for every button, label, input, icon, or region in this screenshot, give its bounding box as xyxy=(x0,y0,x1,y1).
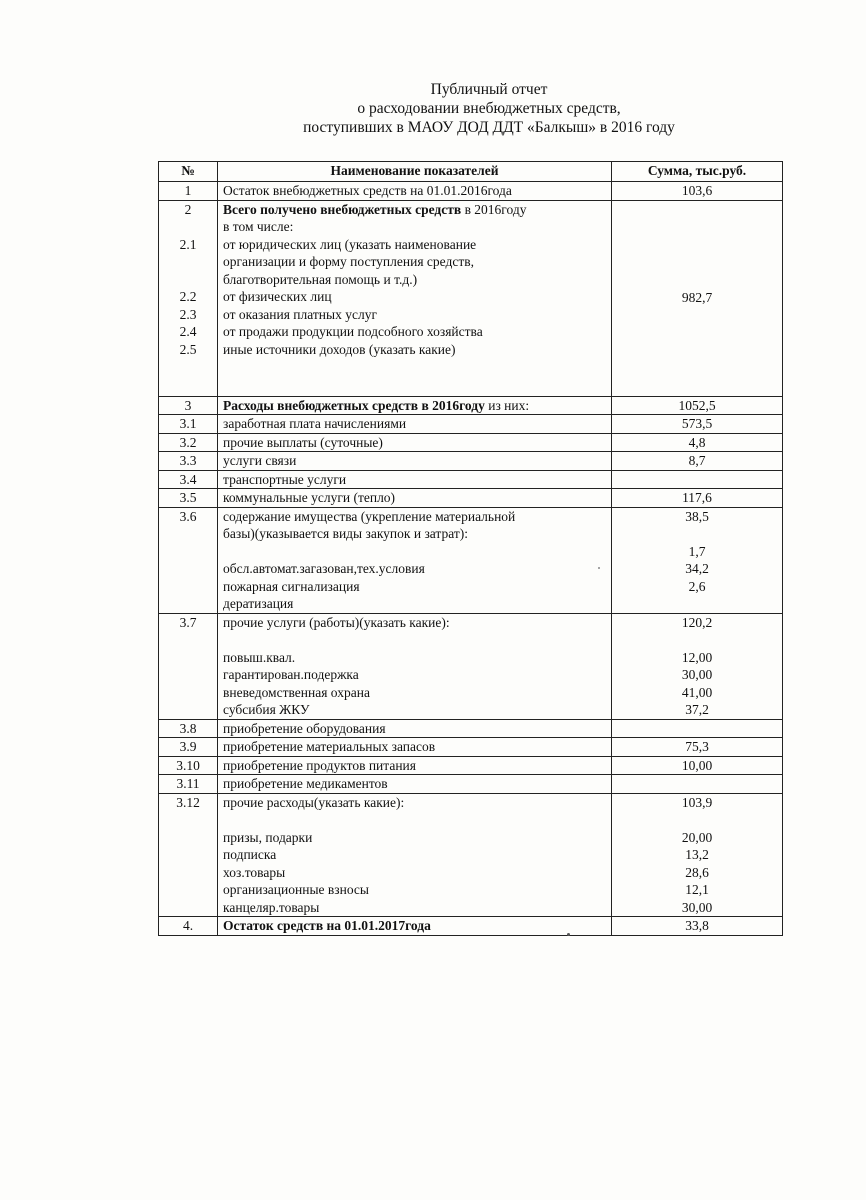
report-subtitle-line2: поступивших в МАОУ ДОД ДДТ «Балкыш» в 2016 году xyxy=(303,119,675,136)
including-label: в том числе: xyxy=(223,219,294,234)
table-row-services xyxy=(159,613,783,719)
row-subitem: канцеляр.товары xyxy=(223,899,320,915)
table-row-income xyxy=(159,200,783,396)
row-subsum: 30,00 xyxy=(681,667,713,682)
report-table xyxy=(158,161,783,936)
row-number: 2.1 xyxy=(179,236,197,252)
row-name: прочие расходы(указать какие): xyxy=(223,794,405,810)
row-sum: 573,5 xyxy=(612,415,783,434)
row-number: 4. xyxy=(159,917,218,936)
row-name: прочие услуги (работы)(указать какие): xyxy=(223,614,450,630)
row-sum: 103,6 xyxy=(612,182,783,201)
table-row xyxy=(159,719,783,738)
row-subsum: 12,00 xyxy=(681,649,713,665)
row-name: от продажи продукции подсобного хозяйства xyxy=(223,324,483,339)
row-name: содержание имущества (укрепление материальной xyxy=(223,508,516,524)
row-number: 3.5 xyxy=(159,489,218,508)
row-name: заработная плата начислениями xyxy=(218,415,612,434)
row-name xyxy=(218,917,612,936)
row-number: 2 xyxy=(184,201,192,217)
row-sum: 38,5 xyxy=(685,508,709,524)
row-subitem: субсибия ЖКУ xyxy=(223,702,310,717)
income-total-bold: Всего получено внебюджетных средств xyxy=(223,201,462,217)
row-sum: 4,8 xyxy=(612,433,783,452)
row-name: приобретение материальных запасов xyxy=(218,738,612,757)
row-name: транспортные услуги xyxy=(218,470,612,489)
row-name: от юридических лиц (указать наименование xyxy=(223,236,477,252)
row-subitem: хоз.товары xyxy=(223,864,286,880)
row-subsum: 37,2 xyxy=(685,702,709,717)
row-subsum: 12,1 xyxy=(685,882,709,897)
row-number: 1 xyxy=(159,182,218,201)
col-header-name: Наименование показателей xyxy=(218,162,612,182)
row-sum: 75,3 xyxy=(612,738,783,757)
row-subsum: 30,00 xyxy=(681,899,713,915)
row-subitem: дератизация xyxy=(223,596,294,611)
report-title: Публичный отчет xyxy=(430,81,548,98)
row-name xyxy=(218,396,612,415)
row-number: 3 xyxy=(159,396,218,415)
report-header xyxy=(0,80,866,137)
row-name: иные источники доходов (указать какие) xyxy=(223,341,456,357)
table-row-closing-balance xyxy=(159,917,783,936)
row-subitem: организационные взносы xyxy=(223,882,369,897)
row-subsum: 41,00 xyxy=(681,684,713,700)
row-number: 3.4 xyxy=(159,470,218,489)
col-header-number: № xyxy=(159,162,218,182)
row-number: 3.7 xyxy=(159,613,218,719)
scan-speck xyxy=(598,567,600,569)
row-name: приобретение продуктов питания xyxy=(218,756,612,775)
row-name-group xyxy=(218,613,612,719)
row-name: приобретение оборудования xyxy=(218,719,612,738)
row-subsum: 1,7 xyxy=(688,543,706,559)
row-name: услуги связи xyxy=(218,452,612,471)
row-name: прочие выплаты (суточные) xyxy=(218,433,612,452)
row-sum: 117,6 xyxy=(612,489,783,508)
row-sum: 10,00 xyxy=(612,756,783,775)
row-sum-group xyxy=(612,613,783,719)
col-header-sum: Сумма, тыс.руб. xyxy=(612,162,783,182)
row-subitem: гарантирован.подержка xyxy=(223,667,359,682)
table-row xyxy=(159,470,783,489)
row-name: от физических лиц xyxy=(223,289,332,304)
table-header-row xyxy=(159,162,783,182)
row-sum-group xyxy=(612,507,783,613)
row-sum: 103,9 xyxy=(681,794,713,810)
row-number: 2.4 xyxy=(179,324,197,339)
row-number: 3.8 xyxy=(159,719,218,738)
table-row-expenses xyxy=(159,396,783,415)
row-subitem: призы, подарки xyxy=(223,829,313,845)
row-name: организации и форму поступления средств, xyxy=(223,254,474,269)
expenses-total-bold: Расходы внебюджетных средств в 2016году xyxy=(223,397,485,413)
row-name: от оказания платных услуг xyxy=(223,306,377,322)
row-sum-group xyxy=(612,793,783,917)
row-sum: 120,2 xyxy=(681,614,713,630)
table-row xyxy=(159,775,783,794)
row-name: коммунальные услуги (тепло) xyxy=(218,489,612,508)
row-name: Остаток внебюджетных средств на 01.01.2016года xyxy=(218,182,612,201)
expenses-total-rest: из них: xyxy=(484,397,530,413)
row-subitem: вневедомственная охрана xyxy=(223,684,370,700)
row-number: 2.2 xyxy=(179,289,197,304)
row-subsum: 34,2 xyxy=(685,561,709,576)
row-number: 3.11 xyxy=(159,775,218,794)
row-sum: 8,7 xyxy=(612,452,783,471)
row-sum xyxy=(612,775,783,794)
row-sum xyxy=(612,470,783,489)
row-subitem: обсл.автомат.загазован,тех.условия xyxy=(223,561,425,576)
scan-speck xyxy=(567,933,570,936)
row-name: приобретение медикаментов xyxy=(218,775,612,794)
row-number: 3.6 xyxy=(159,507,218,613)
table-row xyxy=(159,433,783,452)
row-subsum: 13,2 xyxy=(685,847,709,862)
table-row-property xyxy=(159,507,783,613)
row-sum: 33,8 xyxy=(612,917,783,936)
income-total-label xyxy=(223,201,606,219)
row-number: 3.10 xyxy=(159,756,218,775)
row-number: 3.1 xyxy=(159,415,218,434)
table-row-other xyxy=(159,793,783,917)
row-name-group xyxy=(218,507,612,613)
row-subsum: 2,6 xyxy=(688,578,706,594)
row-name-group xyxy=(218,793,612,917)
table-row xyxy=(159,452,783,471)
row-subitem: повыш.квал. xyxy=(223,649,296,665)
row-subsum: 20,00 xyxy=(681,829,713,845)
row-subitem: подписка xyxy=(223,847,277,862)
row-name-group xyxy=(218,200,612,396)
report-subtitle-line1: о расходовании внебюджетных средств, xyxy=(357,100,621,117)
table-row xyxy=(159,756,783,775)
row-number: 2.3 xyxy=(179,306,197,322)
table-row xyxy=(159,182,783,201)
table-row xyxy=(159,489,783,508)
table-row xyxy=(159,738,783,757)
row-sum xyxy=(612,719,783,738)
row-number-group xyxy=(159,200,218,396)
row-sum: 1052,5 xyxy=(612,396,783,415)
row-number: 3.2 xyxy=(159,433,218,452)
row-number: 3.9 xyxy=(159,738,218,757)
row-number: 3.12 xyxy=(159,793,218,917)
closing-balance-label: Остаток средств на 01.01.2017года xyxy=(223,918,431,933)
row-name: благотворительная помощь и т.д.) xyxy=(223,271,418,287)
table-row xyxy=(159,415,783,434)
row-number: 3.3 xyxy=(159,452,218,471)
row-subsum: 28,6 xyxy=(685,864,709,880)
row-number: 2.5 xyxy=(179,341,197,357)
income-total-rest: в 2016году xyxy=(461,201,527,217)
row-subitem: пожарная сигнализация xyxy=(223,578,360,594)
row-sum: 982,7 xyxy=(612,200,783,396)
row-name: базы)(указывается виды закупок и затрат): xyxy=(223,526,469,541)
